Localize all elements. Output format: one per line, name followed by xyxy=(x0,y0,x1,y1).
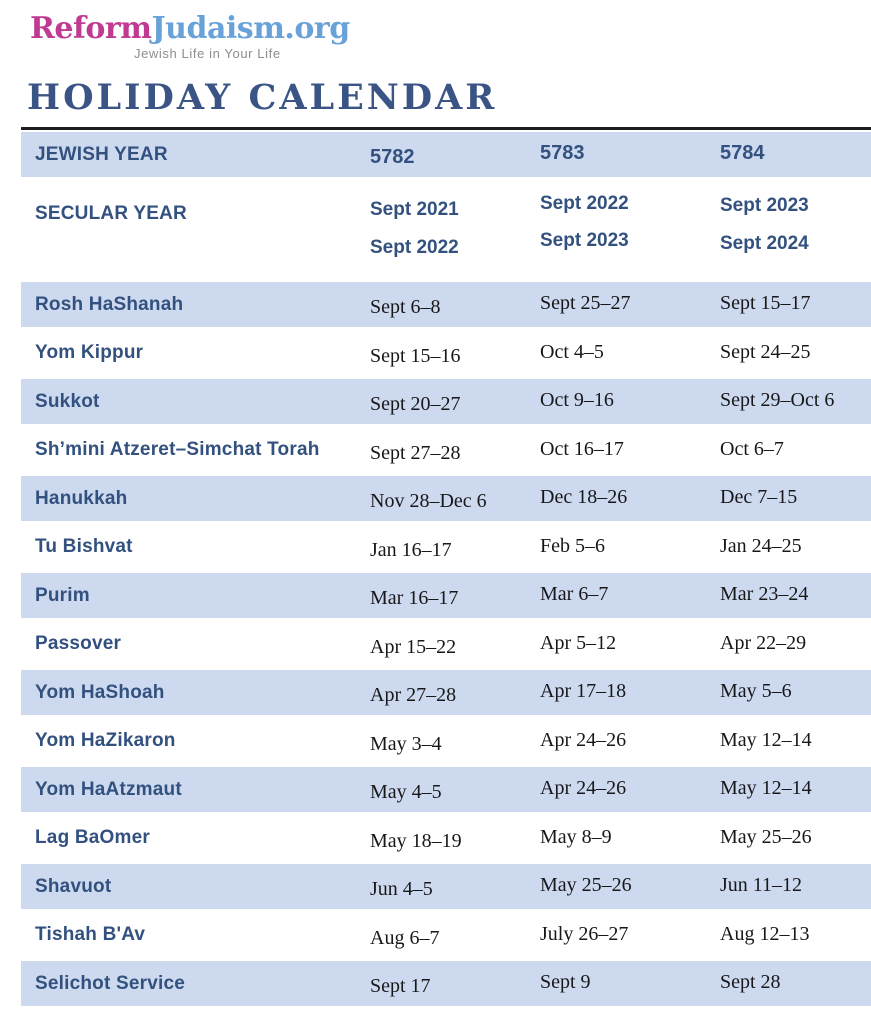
holiday-name: Yom HaShoah xyxy=(35,681,165,703)
row-lag-baomer xyxy=(21,816,871,861)
holiday-date-5784: Aug 12–13 xyxy=(720,922,810,945)
holiday-date-5782: Sept 6–8 xyxy=(370,296,441,318)
holiday-date-5784: Oct 6–7 xyxy=(720,437,784,460)
secular-range-col1 xyxy=(370,181,540,259)
holiday-date-5782: Apr 15–22 xyxy=(370,635,457,658)
row-shavuot xyxy=(21,864,871,909)
holiday-date-5784: May 12–14 xyxy=(720,777,812,799)
holiday-name: Hanukkah xyxy=(35,487,128,509)
holiday-date-5783: Sept 9 xyxy=(540,971,591,993)
holiday-name: Tishah B'Av xyxy=(35,924,146,945)
secular-range-start: Sept 2022 xyxy=(540,192,629,214)
holiday-date-5783: July 26–27 xyxy=(540,922,629,945)
jewish-year-label: JEWISH YEAR xyxy=(35,143,168,165)
holiday-date-5784: May 25–26 xyxy=(720,825,812,848)
holiday-name: Tu Bishvat xyxy=(35,536,133,557)
holiday-name: Yom Kippur xyxy=(35,342,144,363)
holiday-date-5782: Mar 16–17 xyxy=(370,587,459,609)
holiday-date-5782: May 4–5 xyxy=(370,781,442,803)
row-tu-bishvat xyxy=(21,525,871,570)
holiday-date-5782: Aug 6–7 xyxy=(370,926,440,949)
holiday-name: Sukkot xyxy=(35,390,100,412)
holiday-name: Rosh HaShanah xyxy=(35,293,184,315)
row-yom-haatzmaut xyxy=(21,767,871,812)
row-yom-hazikaron xyxy=(21,719,871,764)
holiday-date-5783: Oct 4–5 xyxy=(540,340,604,363)
holiday-date-5783: Mar 6–7 xyxy=(540,583,609,605)
holiday-date-5783: Apr 5–12 xyxy=(540,631,617,654)
holiday-date-5784: Jan 24–25 xyxy=(720,534,802,557)
holiday-date-5782: Jan 16–17 xyxy=(370,538,452,561)
logo-reform-text: Reform xyxy=(30,11,152,46)
holiday-date-5783: Oct 9–16 xyxy=(540,389,614,411)
secular-range-end: Sept 2023 xyxy=(540,229,629,251)
page-title: HOLIDAY CALENDAR xyxy=(27,77,498,118)
holiday-date-5783: Oct 16–17 xyxy=(540,437,624,460)
row-yom-hashoah xyxy=(21,670,871,715)
holiday-date-5782: May 3–4 xyxy=(370,732,442,755)
logo-judaism-org-text: Judaism.org xyxy=(151,11,350,46)
jewish-year-5784: 5784 xyxy=(720,142,765,164)
jewish-year-row xyxy=(21,132,871,177)
holiday-name: Yom HaZikaron xyxy=(35,730,176,751)
holiday-name: Selichot Service xyxy=(35,972,185,994)
holiday-date-5782: Apr 27–28 xyxy=(370,684,457,706)
holiday-date-5783: Sept 25–27 xyxy=(540,292,631,314)
holiday-name: Yom HaAtzmaut xyxy=(35,778,182,800)
row-shmini-atzeret-simchat-torah xyxy=(21,428,871,473)
holiday-date-5784: Apr 22–29 xyxy=(720,631,807,654)
holiday-date-5783: May 25–26 xyxy=(540,874,632,896)
secular-year-label: SECULAR YEAR xyxy=(35,202,187,224)
secular-range-col3 xyxy=(720,181,871,255)
secular-range-end: Sept 2022 xyxy=(370,236,459,258)
holiday-date-5783: May 8–9 xyxy=(540,825,612,848)
holiday-date-5783: Apr 17–18 xyxy=(540,680,627,702)
holiday-date-5782: Sept 15–16 xyxy=(370,344,461,367)
row-tishah-bav xyxy=(21,913,871,958)
holiday-date-5783: Apr 24–26 xyxy=(540,777,627,799)
row-passover xyxy=(21,622,871,667)
row-yom-kippur xyxy=(21,331,871,376)
holiday-date-5782: Sept 17 xyxy=(370,975,431,997)
holiday-date-5784: Mar 23–24 xyxy=(720,583,809,605)
holiday-date-5784: Sept 15–17 xyxy=(720,292,811,314)
secular-range-end: Sept 2024 xyxy=(720,232,809,254)
holiday-date-5782: Sept 20–27 xyxy=(370,393,461,415)
holiday-name: Purim xyxy=(35,584,90,606)
logo-wordmark xyxy=(30,12,350,45)
holiday-name: Shavuot xyxy=(35,875,112,897)
secular-range-start: Sept 2023 xyxy=(720,194,809,216)
jewish-year-5782: 5782 xyxy=(370,146,415,168)
holiday-date-5783: Dec 18–26 xyxy=(540,486,628,508)
secular-range-col2 xyxy=(540,181,720,252)
holiday-name: Lag BaOmer xyxy=(35,827,150,848)
row-rosh-hashanah xyxy=(21,282,871,327)
holiday-name: Sh’mini Atzeret–Simchat Torah xyxy=(35,439,320,460)
holiday-date-5784: Sept 29–Oct 6 xyxy=(720,389,835,411)
secular-year-row xyxy=(21,181,871,279)
row-purim xyxy=(21,573,871,618)
holiday-date-5782: Jun 4–5 xyxy=(370,878,433,900)
holiday-date-5784: Sept 28 xyxy=(720,971,781,993)
holiday-date-5784: May 5–6 xyxy=(720,680,792,702)
holiday-date-5784: Dec 7–15 xyxy=(720,486,798,508)
holiday-date-5783: Feb 5–6 xyxy=(540,534,605,557)
holiday-date-5784: May 12–14 xyxy=(720,728,812,751)
logo-tagline: Jewish Life in Your Life xyxy=(134,46,281,61)
holiday-date-5782: Nov 28–Dec 6 xyxy=(370,490,487,512)
holiday-name: Passover xyxy=(35,633,122,654)
jewish-year-5783: 5783 xyxy=(540,142,585,164)
logo xyxy=(30,12,350,61)
holiday-date-5784: Sept 24–25 xyxy=(720,340,811,363)
holiday-date-5784: Jun 11–12 xyxy=(720,874,803,896)
holiday-date-5782: May 18–19 xyxy=(370,829,462,852)
row-sukkot xyxy=(21,379,871,424)
holiday-table xyxy=(21,127,871,1010)
row-hanukkah xyxy=(21,476,871,521)
secular-range-start: Sept 2021 xyxy=(370,198,459,220)
holiday-date-5783: Apr 24–26 xyxy=(540,728,627,751)
holiday-date-5782: Sept 27–28 xyxy=(370,441,461,464)
row-selichot-service xyxy=(21,961,871,1006)
